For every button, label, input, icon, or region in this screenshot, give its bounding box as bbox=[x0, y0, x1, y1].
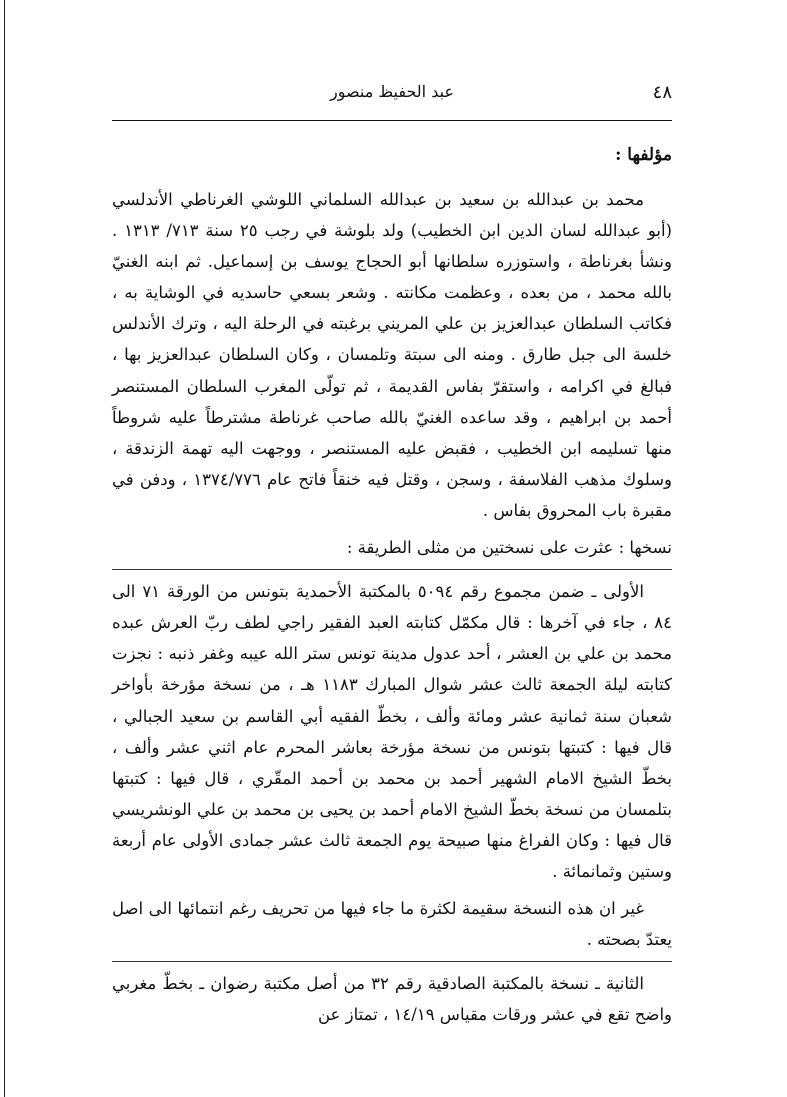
page-header bbox=[112, 78, 672, 108]
section-title: مؤلفها : bbox=[615, 145, 672, 165]
note-paragraph: غير ان هذه النسخة سقيمة لكثرة ما جاء فيها من تحريف رغم انتمائها الى اصل يعتدّ بصحته . bbox=[112, 899, 672, 950]
first-copy-paragraph: الأولى ـ ضمن مجموع رقم ٥٠٩٤ بالمكتبة الأحمدية بتونس من الورقة ٧١ الى ٨٤ ، جاء في آخرها : قال مكمّل كتابته العبد الفقير راجي لطف ربّ العرش عبده محمد بن علي بن العشر ، أحد عدول مدينة تونس ستر الله عيبه وغفر ذنبه : نجزت كتابته ليلة الجمعة ثالث عشر شوال المبارك ١١٨٣ هـ ، من نسخة مؤرخة بأواخر شعبان سنة ثمانية عشر ومائة وألف ، بخطّ الفقيه أبي القاسم بن سعيد الجبالي ، قال فيها : كتبتها بتونس من نسخة مؤرخة بعاشر المحرم عام اثني عشر وألف ، بخطّ الشيخ الامام الشهير أحمد بن محمد بن أحمد المقّري ، قال فيها : كتبتها بتلمسان من نسخة بخطّ الشيخ الامام أحمد بن يحيى بن محمد بن علي الونشريسي قال فيها : وكان الفراغ منها صبيحة يوم الجمعة ثالث عشر جمادى الأولى عام أربعة وستين وثمانمائة . bbox=[112, 582, 672, 881]
scan-edge bbox=[4, 0, 5, 1097]
second-copy-paragraph: الثانية ـ نسخة بالمكتبة الصادقية رقم ٣٢ من أصل مكتبة رضوان ـ بخطّ مغربي واضح تقع في عشر ورقات مقياس ١٤/١٩ ، تمتاز عن bbox=[112, 974, 672, 1025]
page-body bbox=[112, 140, 672, 1030]
section-divider bbox=[112, 569, 672, 570]
running-head: عبد الحفيظ منصور bbox=[330, 82, 454, 101]
biography-paragraph: محمد بن عبدالله بن سعيد بن عبدالله السلماني اللوشي الغرناطي الأندلسي (أبو عبدالله لسان الدين ابن الخطيب) ولد بلوشة في رجب ٢٥ سنة ٧١٣/ ١٣١٣ . ونشأ بغرناطة ، واستوزره سلطانها أبو الحجاج يوسف بن إسماعيل. ثم ابنه الغنيّ بالله محمد ، من بعده ، وعظمت مكانته . وشعر بسعي حاسديه في الوشاية به ، فكاتب السلطان عبدالعزيز بن علي المريني برغبته في الرحلة اليه ، وترك الأندلس خلسة الى جبل طارق . ومنه الى سبتة وتلمسان ، وكان السلطان عبدالعزيز بها ، فبالغ في اكرامه ، واستقرّ بفاس القديمة ، ثم تولّى المغرب السلطان المستنصر أحمد بن ابراهيم ، وقد ساعده الغنيّ بالله صاحب غرناطة مشترطاً عليه شروطاً منها تسليمه ابن الخطيب ، فقبض عليه المستنصر ، ووجهت اليه تهمة الزندقة ، وسلوك مذهب الفلاسفة ، وسجن ، وقتل فيه خنقاً فاتح عام ١٣٧٤/٧٧٦ ، ودفن في مقبرة باب المحروق بفاس . bbox=[112, 190, 672, 520]
page-number: ٤٨ bbox=[652, 82, 672, 103]
section-divider-2 bbox=[112, 961, 672, 962]
copies-heading: نسخها : عثرت على نسختين من مثلى الطريقة : bbox=[346, 538, 672, 558]
header-rule bbox=[112, 120, 672, 121]
